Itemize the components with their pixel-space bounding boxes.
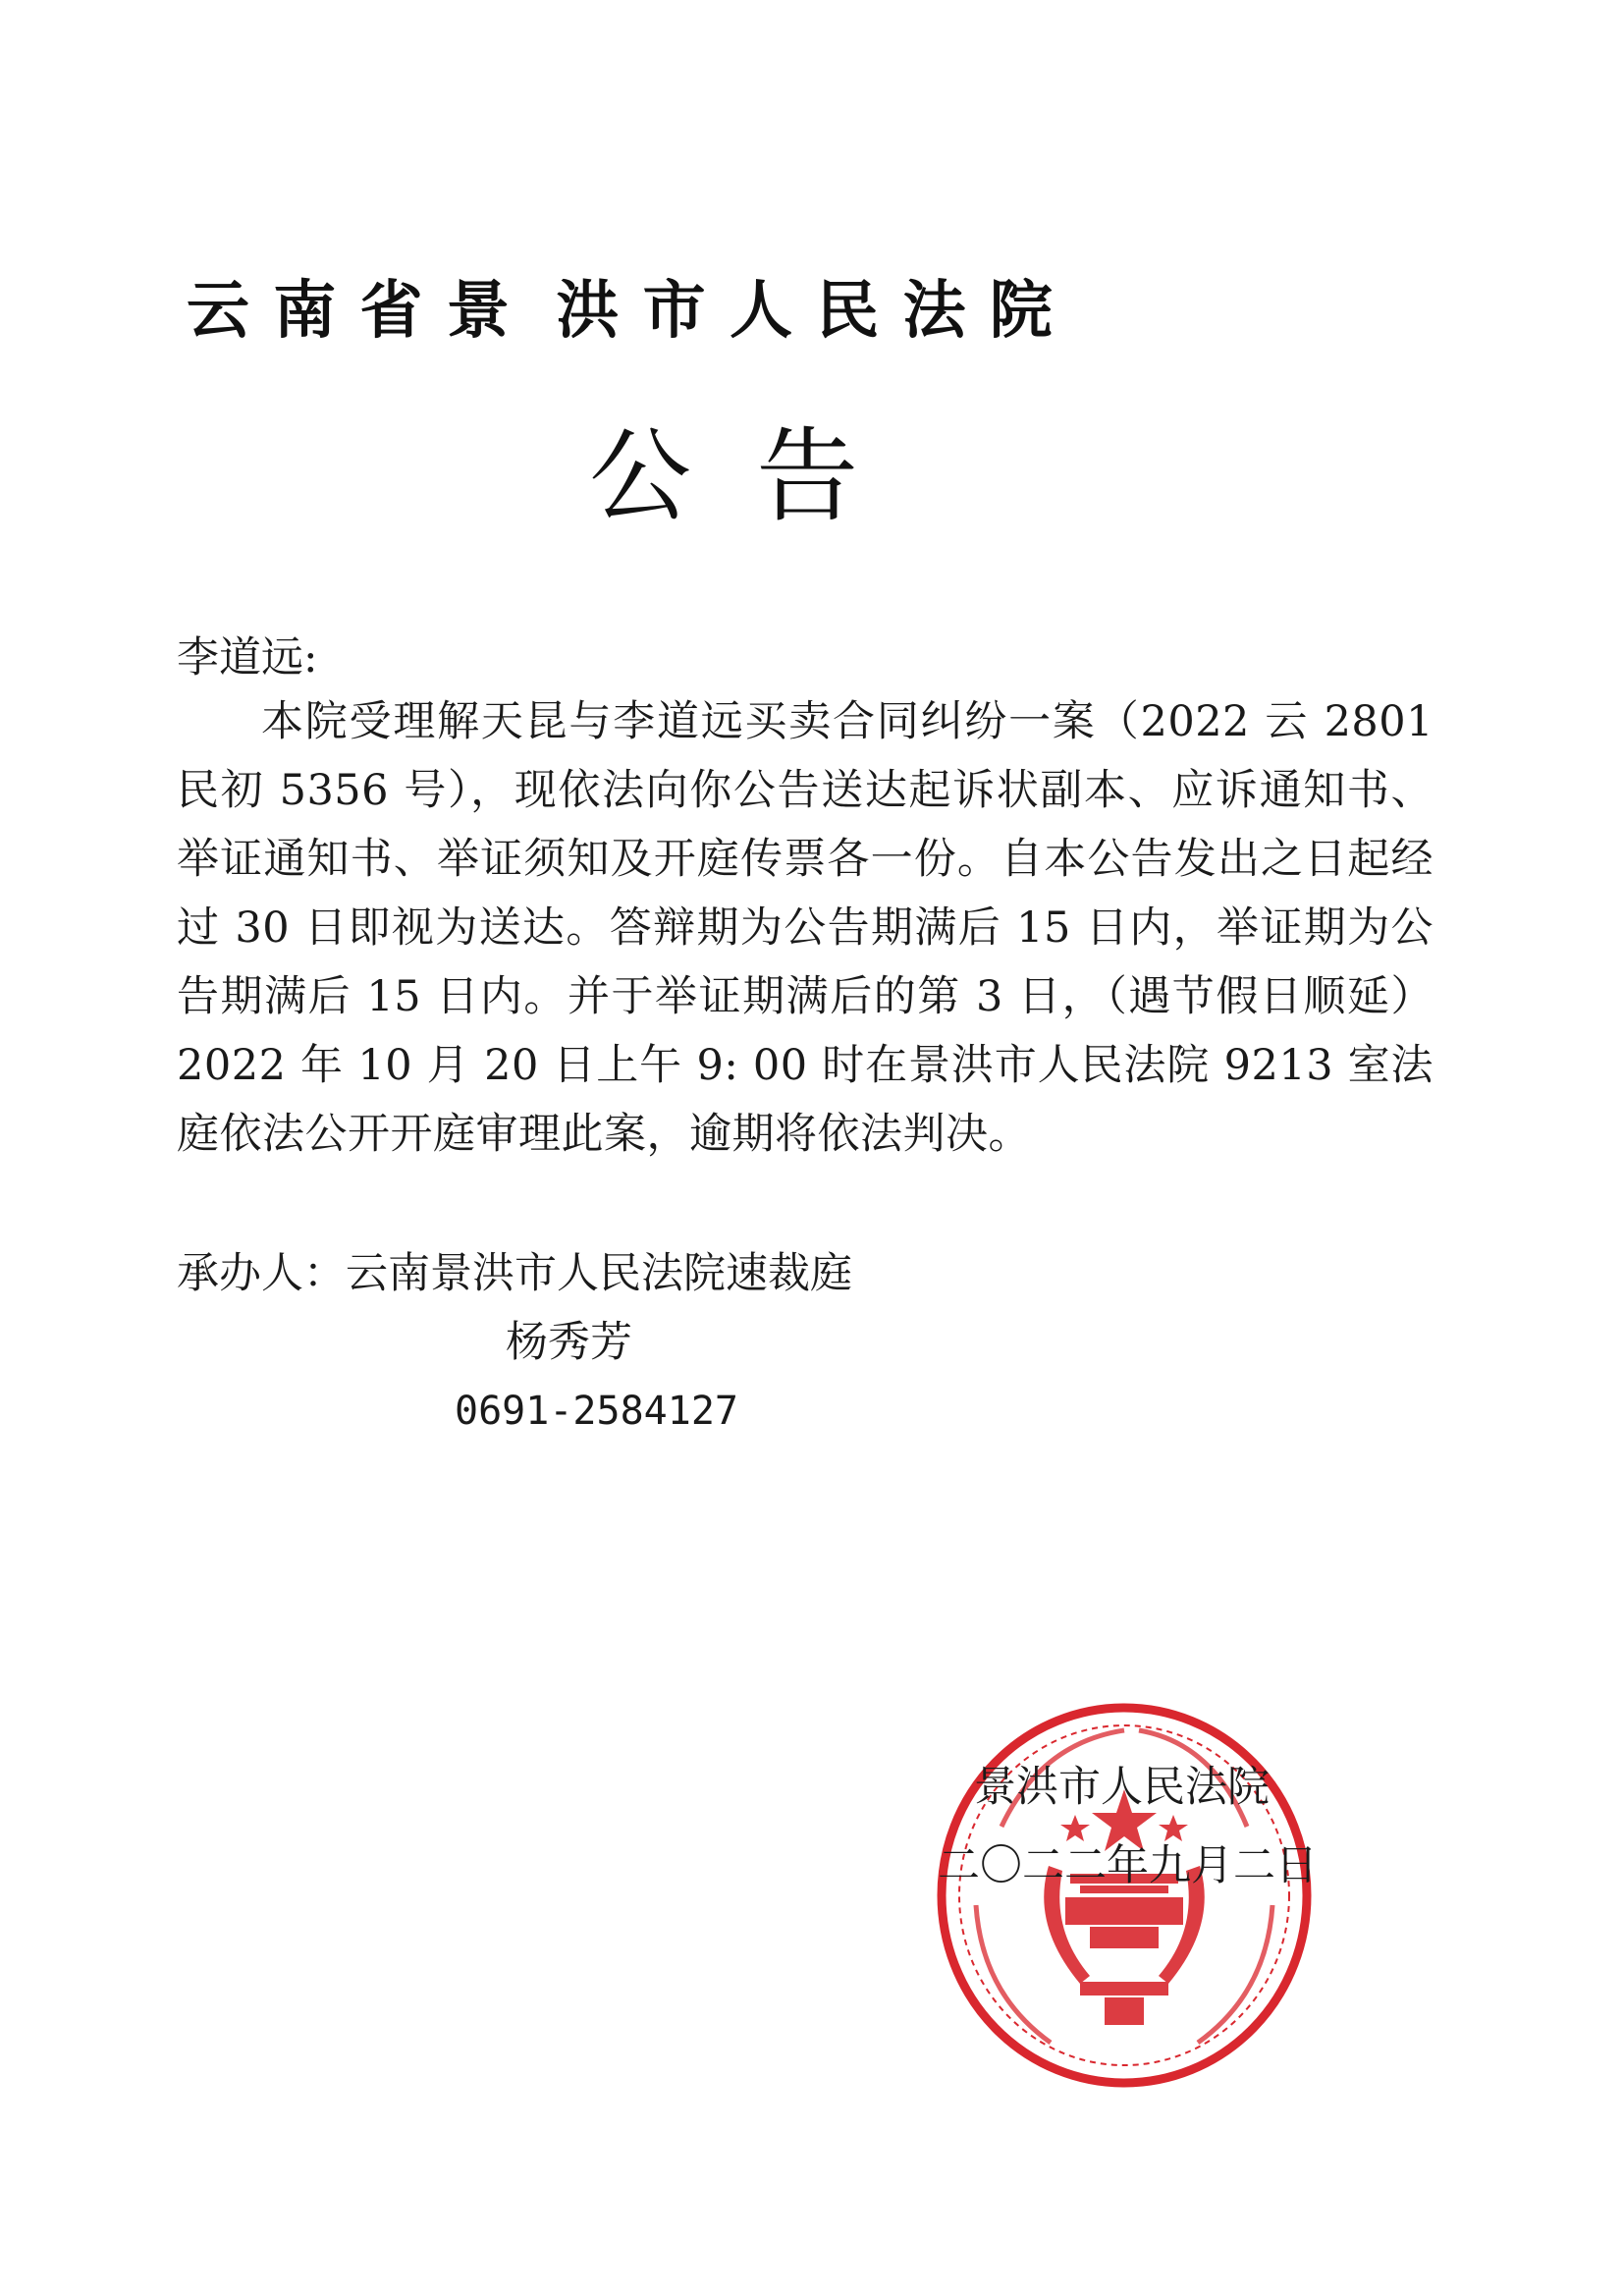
document-title: 公 告	[589, 416, 859, 536]
notice-body: 本院受理解天昆与李道远买卖合同纠纷一案（2022 云 2801 民初 5356 号），现依法向你公告送达起诉状副本、应诉通知书、举证通知书、举证须知及开庭传票各一份。自本公告发出之日起经过 30 日即视为送达。答辩期为公告期满后 15 日内，举证期为公告期满后 15 日内。并于举证期满后的第 3 日，（遇节假日顺延）2022 年 10 月 20 日上午 9: 00 时在景洪市人民法院 9213 室法庭依法公开开庭审理此案，逾期将依法判决。	[177, 697, 1434, 1159]
signature-court-name: 景洪市人民法院	[974, 1763, 1270, 1812]
contact-block	[177, 1239, 1060, 1446]
handler-name: 杨秀芳	[506, 1318, 632, 1367]
court-name-heading: 云 南 省 景 洪 市 人 民 法 院	[187, 275, 1054, 348]
signature-date: 二〇二二年九月二日	[938, 1841, 1318, 1890]
handler-phone: 0691-2584127	[455, 1389, 738, 1434]
handler-line: 承办人：云南景洪市人民法院速裁庭	[177, 1249, 852, 1298]
court-seal-area	[923, 1689, 1335, 2121]
addressee: 李道远:	[177, 633, 318, 683]
